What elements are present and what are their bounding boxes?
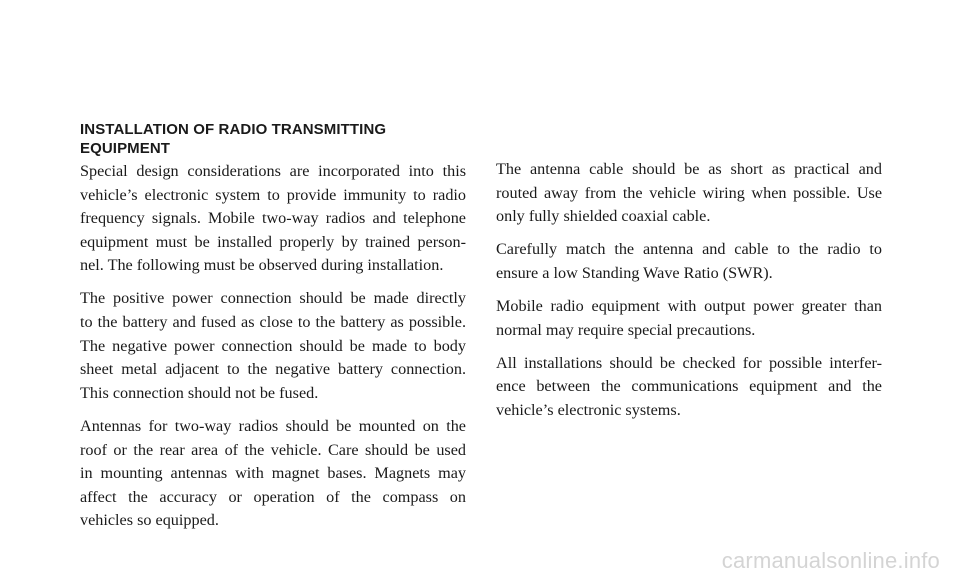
text-line: to the battery and fused as close to the battery as possible. bbox=[80, 313, 466, 332]
text-line: only fully shielded coaxial cable. bbox=[496, 207, 711, 226]
text-line: vehicle’s electronic systems. bbox=[496, 400, 681, 419]
text-line: All installations should be checked for possible interfer- bbox=[496, 353, 882, 372]
text-line: ensure a low Standing Wave Ratio (SWR). bbox=[496, 263, 773, 282]
text-line: The negative power connection should be made to body bbox=[80, 336, 466, 355]
paragraph-antennas bbox=[80, 415, 466, 533]
heading-line: INSTALLATION OF RADIO TRANSMITTING bbox=[80, 121, 387, 138]
text-line: equipment must be installed properly by trained person- bbox=[80, 232, 466, 251]
text-line: Mobile radio equipment with output power greater than bbox=[496, 296, 882, 315]
text-line: frequency signals. Mobile two-way radios and telephone bbox=[80, 209, 466, 228]
text-line: Carefully match the antenna and cable to the radio to bbox=[496, 240, 882, 259]
paragraph-output-power bbox=[496, 295, 882, 342]
text-line: The antenna cable should be as short as practical and bbox=[496, 160, 882, 178]
left-column bbox=[80, 120, 466, 542]
text-line: The positive power connection should be made directly bbox=[80, 289, 466, 308]
watermark: carmanualsonline.info bbox=[721, 548, 940, 573]
text-line: vehicle’s electronic system to provide immunity to radio bbox=[80, 185, 466, 204]
paragraph-swr bbox=[496, 238, 882, 285]
paragraph-interference bbox=[496, 352, 882, 423]
text-line: normal may require special precautions. bbox=[496, 320, 756, 339]
text-line: sheet metal adjacent to the negative battery connection. bbox=[80, 360, 466, 379]
right-column bbox=[496, 158, 882, 432]
paragraph-antenna-cable bbox=[496, 158, 882, 229]
text-line: in mounting antennas with magnet bases. Magnets may bbox=[80, 464, 466, 483]
text-line: vehicles so equipped. bbox=[80, 511, 219, 530]
text-line: nel. The following must be observed during installation. bbox=[80, 256, 444, 275]
text-line: Special design considerations are incorporated into this bbox=[80, 162, 466, 180]
text-line: Antennas for two-way radios should be mounted on the bbox=[80, 416, 466, 435]
text-line: This connection should not be fused. bbox=[80, 383, 319, 402]
text-line: ence between the communications equipment and the bbox=[496, 377, 882, 396]
section-heading bbox=[80, 120, 466, 158]
paragraph-immunity bbox=[80, 160, 466, 278]
paragraph-power-connection bbox=[80, 287, 466, 405]
heading-line: EQUIPMENT bbox=[80, 140, 171, 157]
text-line: affect the accuracy or operation of the compass on bbox=[80, 487, 466, 506]
text-line: roof or the rear area of the vehicle. Care should be used bbox=[80, 440, 466, 459]
text-line: routed away from the vehicle wiring when possible. Use bbox=[496, 183, 882, 202]
